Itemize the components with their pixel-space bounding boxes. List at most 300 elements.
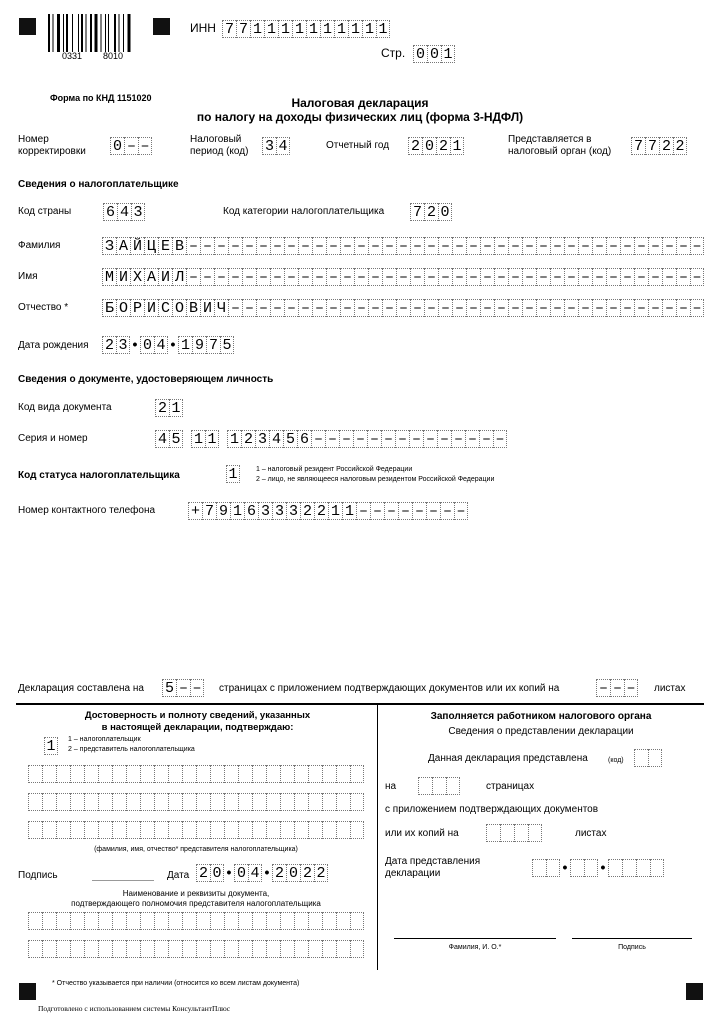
char-cell (336, 940, 350, 958)
char-cell (140, 793, 154, 811)
char-cell: – (370, 502, 384, 520)
representative-name-row-2[interactable] (28, 793, 364, 811)
firstname-field[interactable] (102, 268, 704, 286)
char-cell (28, 793, 42, 811)
series-b-cells[interactable] (191, 430, 219, 448)
char-cell: – (494, 237, 508, 255)
char-cell: – (690, 299, 704, 317)
char-cell (42, 940, 56, 958)
char-cell (140, 912, 154, 930)
date-dot: • (264, 864, 270, 880)
char-cell (196, 765, 210, 783)
char-cell: – (634, 268, 648, 286)
status-label: Код статуса налогоплательщика (18, 470, 180, 481)
char-cell (98, 765, 112, 783)
number-cells[interactable] (227, 430, 507, 448)
char-cell: – (396, 268, 410, 286)
char-cell: 9 (216, 502, 230, 520)
char-cell: – (536, 237, 550, 255)
char-cell: – (382, 268, 396, 286)
inn-label: ИНН (190, 21, 216, 35)
char-cell: – (620, 268, 634, 286)
char-cell: 1 (334, 20, 348, 38)
office-year-cells[interactable] (608, 859, 664, 877)
sign-label: Подпись (18, 870, 58, 881)
office-date-field[interactable] (532, 859, 664, 877)
char-cell: – (256, 299, 270, 317)
doc-number-field[interactable] (155, 430, 507, 448)
gap (219, 430, 227, 448)
char-cell: 3 (272, 502, 286, 520)
char-cell: – (312, 268, 326, 286)
char-cell (210, 912, 224, 930)
prepared-note: Подготовлено с использованием системы КонсультантПлюс (38, 1004, 231, 1013)
char-cell (84, 793, 98, 811)
char-cell (168, 912, 182, 930)
char-cell (182, 793, 196, 811)
char-cell: 7 (410, 203, 424, 221)
status-field[interactable] (226, 465, 240, 483)
char-cell: 3 (258, 502, 272, 520)
char-cell: – (367, 430, 381, 448)
char-cell: – (564, 299, 578, 317)
char-cell: – (381, 430, 395, 448)
office-copies-field[interactable] (486, 824, 542, 842)
char-cell (126, 765, 140, 783)
char-cell (154, 912, 168, 930)
char-cell: 4 (117, 203, 131, 221)
char-cell (84, 940, 98, 958)
char-cell: – (479, 430, 493, 448)
char-cell (224, 940, 238, 958)
char-cell (532, 859, 546, 877)
char-cell (514, 824, 528, 842)
form-code: Форма по КНД 1151020 (50, 93, 152, 103)
doc-caption-1: Наименование и реквизиты документа, (122, 889, 270, 898)
char-cell (182, 765, 196, 783)
representative-name-row-1[interactable] (28, 765, 364, 783)
char-cell: – (410, 268, 424, 286)
char-cell: 2 (408, 137, 422, 155)
phone-field[interactable] (188, 502, 468, 520)
char-cell: 1 (320, 20, 334, 38)
char-cell (350, 793, 364, 811)
year-label: Отчетный год (326, 140, 390, 151)
char-cell: – (284, 237, 298, 255)
char-cell: – (634, 237, 648, 255)
char-cell (252, 765, 266, 783)
char-cell (154, 821, 168, 839)
char-cell (608, 859, 622, 877)
char-cell (528, 824, 542, 842)
char-cell: – (356, 502, 370, 520)
confirm-date-label: Дата (167, 870, 190, 881)
char-cell: 3 (286, 502, 300, 520)
authority-doc-row-1[interactable] (28, 912, 364, 930)
copies-label: или их копий на (385, 828, 459, 839)
authority-field[interactable] (631, 137, 687, 155)
char-cell: 4 (154, 336, 168, 354)
char-cell: – (648, 237, 662, 255)
char-cell: 3 (255, 430, 269, 448)
confirm-code-field[interactable] (44, 737, 58, 755)
country-field[interactable] (103, 203, 145, 221)
fio-caption: (фамилия, имя, отчество* представителя налогоплательщика) (94, 846, 298, 853)
char-cell: – (536, 268, 550, 286)
char-cell: – (452, 268, 466, 286)
char-cell: – (522, 268, 536, 286)
char-cell (112, 912, 126, 930)
char-cell (294, 793, 308, 811)
char-cell (70, 793, 84, 811)
office-day-cells[interactable] (532, 859, 560, 877)
char-cell: 1 (226, 465, 240, 483)
char-cell: – (256, 237, 270, 255)
char-cell (182, 912, 196, 930)
char-cell (238, 912, 252, 930)
birthdate-field[interactable] (102, 336, 234, 354)
char-cell (350, 940, 364, 958)
confirm-option-1: 1 – налогоплательщик (68, 736, 141, 743)
char-cell: О (116, 299, 130, 317)
office-fio-caption: Фамилия, И. О.* (448, 944, 502, 951)
char-cell: – (522, 237, 536, 255)
char-cell: 2 (196, 864, 210, 882)
char-cell: И (200, 299, 214, 317)
char-cell: 2 (300, 502, 314, 520)
char-cell: – (494, 268, 508, 286)
char-cell: Х (130, 268, 144, 286)
char-cell (224, 912, 238, 930)
birth-year-cells[interactable] (178, 336, 234, 354)
category-field[interactable] (410, 203, 452, 221)
char-cell (42, 793, 56, 811)
doc-type-field[interactable] (155, 399, 183, 417)
char-cell: 0 (110, 137, 124, 155)
char-cell: 1 (292, 20, 306, 38)
office-sign-line[interactable] (572, 938, 692, 939)
char-cell (238, 821, 252, 839)
doc-caption-2: подтверждающего полномочия представителя налогоплательщика (71, 899, 321, 908)
char-cell: – (438, 237, 452, 255)
lastname-field[interactable] (102, 237, 704, 255)
period-field[interactable] (262, 137, 290, 155)
firstname-label: Имя (18, 271, 38, 282)
char-cell: 4 (269, 430, 283, 448)
char-cell: 3 (262, 137, 276, 155)
char-cell: Ч (214, 299, 228, 317)
char-cell: 4 (248, 864, 262, 882)
char-cell (266, 940, 280, 958)
separator-vertical (377, 705, 378, 970)
authority-label-2: налоговый орган (код) (508, 146, 612, 157)
char-cell (56, 940, 70, 958)
representative-name-row-3[interactable] (28, 821, 364, 839)
char-cell: – (353, 430, 367, 448)
char-cell: 6 (103, 203, 117, 221)
char-cell: – (624, 679, 638, 697)
char-cell: – (200, 268, 214, 286)
char-cell: 2 (659, 137, 673, 155)
char-cell: – (424, 299, 438, 317)
char-cell (336, 821, 350, 839)
char-cell (486, 824, 500, 842)
birth-month-cells[interactable] (140, 336, 168, 354)
presented-label: Данная декларация представлена (428, 753, 588, 764)
char-cell: – (466, 299, 480, 317)
char-cell (42, 821, 56, 839)
copies-count-field[interactable] (596, 679, 638, 697)
char-cell (98, 940, 112, 958)
form-title-line1: Налоговая декларация (291, 96, 429, 110)
char-cell: 3 (131, 203, 145, 221)
birthdate-label: Дата рождения (18, 340, 89, 351)
char-cell (224, 765, 238, 783)
sheets-label: листах (575, 828, 607, 839)
char-cell (182, 940, 196, 958)
char-cell (42, 765, 56, 783)
char-cell: – (596, 679, 610, 697)
on-label: на (385, 781, 397, 792)
char-cell: 1 (278, 20, 292, 38)
char-cell (648, 749, 662, 767)
char-cell: – (592, 237, 606, 255)
char-cell (196, 940, 210, 958)
char-cell (112, 940, 126, 958)
char-cell (308, 912, 322, 930)
char-cell: – (676, 237, 690, 255)
office-month-cells[interactable] (570, 859, 598, 877)
char-cell (266, 765, 280, 783)
char-cell: – (176, 679, 190, 697)
char-cell (308, 940, 322, 958)
char-cell (252, 912, 266, 930)
char-cell: – (412, 502, 426, 520)
char-cell (546, 859, 560, 877)
char-cell: – (326, 268, 340, 286)
char-cell (322, 793, 336, 811)
correction-field[interactable] (110, 137, 152, 155)
char-cell: – (395, 430, 409, 448)
char-cell: Ц (144, 237, 158, 255)
char-cell: – (426, 502, 440, 520)
office-fio-line[interactable] (394, 938, 556, 939)
char-cell: – (242, 237, 256, 255)
char-cell (112, 821, 126, 839)
char-cell: 5 (283, 430, 297, 448)
char-cell: – (409, 430, 423, 448)
char-cell (238, 793, 252, 811)
char-cell: – (326, 237, 340, 255)
char-cell (350, 821, 364, 839)
presented-code-field[interactable] (634, 749, 662, 767)
char-cell (126, 821, 140, 839)
char-cell: – (311, 430, 325, 448)
char-cell: – (648, 299, 662, 317)
char-cell: 1 (306, 20, 320, 38)
corner-marker-bottom-left (19, 983, 36, 1000)
char-cell (294, 912, 308, 930)
date-dot: • (562, 859, 568, 875)
char-cell: – (690, 268, 704, 286)
char-cell: 1 (328, 502, 342, 520)
signature-line[interactable] (92, 880, 154, 881)
char-cell: – (592, 299, 606, 317)
char-cell (294, 765, 308, 783)
inn-field[interactable] (222, 20, 390, 38)
char-cell (634, 749, 648, 767)
char-cell: – (326, 299, 340, 317)
page-label: Стр. (381, 46, 406, 60)
char-cell: – (298, 268, 312, 286)
char-cell (70, 821, 84, 839)
char-cell: – (676, 299, 690, 317)
char-cell (126, 793, 140, 811)
char-cell (432, 777, 446, 795)
char-cell: – (480, 237, 494, 255)
char-cell (570, 859, 584, 877)
year-field[interactable] (408, 137, 464, 155)
char-cell (224, 821, 238, 839)
char-cell: 2 (673, 137, 687, 155)
confirm-option-2: 2 – представитель налогоплательщика (68, 746, 195, 753)
char-cell: 7 (631, 137, 645, 155)
char-cell: – (494, 299, 508, 317)
char-cell (266, 821, 280, 839)
country-label: Код страны (18, 206, 72, 217)
char-cell: – (424, 237, 438, 255)
birth-day-cells[interactable] (102, 336, 130, 354)
char-cell: 2 (300, 864, 314, 882)
char-cell: 0 (413, 45, 427, 63)
char-cell (252, 821, 266, 839)
date-dot: • (600, 859, 606, 875)
char-cell (238, 765, 252, 783)
char-cell: – (312, 237, 326, 255)
char-cell: – (186, 237, 200, 255)
char-cell (56, 793, 70, 811)
date-dot: • (170, 336, 176, 352)
char-cell (112, 765, 126, 783)
char-cell: – (228, 237, 242, 255)
barcode (48, 14, 143, 52)
status-option-2: 2 – лицо, не являющееся налоговым резидентом Российской Федерации (256, 476, 495, 483)
patronymic-field[interactable] (102, 299, 704, 317)
char-cell (98, 912, 112, 930)
char-cell (636, 859, 650, 877)
char-cell: 6 (244, 502, 258, 520)
char-cell (322, 940, 336, 958)
char-cell (126, 940, 140, 958)
char-cell: – (312, 299, 326, 317)
char-cell: – (339, 430, 353, 448)
char-cell (56, 765, 70, 783)
char-cell (584, 859, 598, 877)
char-cell (196, 912, 210, 930)
char-cell (322, 765, 336, 783)
char-cell (28, 765, 42, 783)
char-cell (294, 821, 308, 839)
char-cell: – (354, 299, 368, 317)
char-cell: – (662, 268, 676, 286)
char-cell (280, 765, 294, 783)
char-cell: – (550, 237, 564, 255)
char-cell: 1 (230, 502, 244, 520)
corner-marker-bottom-right (686, 983, 703, 1000)
date-month-cells[interactable] (234, 864, 262, 882)
char-cell: И (116, 268, 130, 286)
char-cell: – (564, 268, 578, 286)
confirm-date-field[interactable] (196, 864, 328, 882)
char-cell (308, 765, 322, 783)
char-cell: – (124, 137, 138, 155)
char-cell (252, 793, 266, 811)
char-cell: В (186, 299, 200, 317)
char-cell: – (578, 237, 592, 255)
char-cell (294, 940, 308, 958)
pages-count-field[interactable] (162, 679, 204, 697)
char-cell: – (284, 299, 298, 317)
char-cell: – (662, 299, 676, 317)
form-title-line2: по налогу на доходы физических лиц (форма 3-НДФЛ) (196, 110, 524, 124)
char-cell: – (610, 679, 624, 697)
char-cell: – (466, 237, 480, 255)
page-field[interactable] (413, 45, 455, 63)
char-cell: – (138, 137, 152, 155)
char-cell (140, 821, 154, 839)
char-cell (252, 940, 266, 958)
char-cell: 5 (220, 336, 234, 354)
char-cell (418, 777, 432, 795)
office-pages-label: страницах (486, 781, 535, 792)
char-cell: С (158, 299, 172, 317)
char-cell: – (368, 299, 382, 317)
attached-label: с приложением подтверждающих документов (385, 804, 599, 815)
char-cell: 5 (162, 679, 176, 697)
date-year-cells[interactable] (272, 864, 328, 882)
char-cell (112, 793, 126, 811)
corner-marker-top-mid (153, 18, 170, 35)
date-day-cells[interactable] (196, 864, 224, 882)
char-cell: Б (102, 299, 116, 317)
authority-doc-row-2[interactable] (28, 940, 364, 958)
char-cell (622, 859, 636, 877)
pages-label-before: Декларация составлена на (18, 683, 144, 694)
char-cell: – (384, 502, 398, 520)
char-cell: – (606, 237, 620, 255)
char-cell (182, 821, 196, 839)
char-cell (56, 821, 70, 839)
char-cell: – (508, 268, 522, 286)
char-cell: 1 (450, 137, 464, 155)
char-cell: 7 (645, 137, 659, 155)
char-cell: – (340, 299, 354, 317)
char-cell: – (508, 237, 522, 255)
office-pages-field[interactable] (418, 777, 460, 795)
char-cell: – (242, 299, 256, 317)
char-cell: – (676, 268, 690, 286)
confirm-title-line2: в настоящей декларации, подтверждаю: (101, 722, 294, 733)
char-cell: – (437, 430, 451, 448)
taxpayer-section-title: Сведения о налогоплательщике (18, 179, 179, 190)
char-cell: – (606, 268, 620, 286)
char-cell: + (188, 502, 202, 520)
char-cell: – (270, 237, 284, 255)
char-cell: – (465, 430, 479, 448)
series-a-cells[interactable] (155, 430, 183, 448)
char-cell: – (452, 237, 466, 255)
status-option-1: 1 – налоговый резидент Российской Федерации (256, 466, 413, 473)
